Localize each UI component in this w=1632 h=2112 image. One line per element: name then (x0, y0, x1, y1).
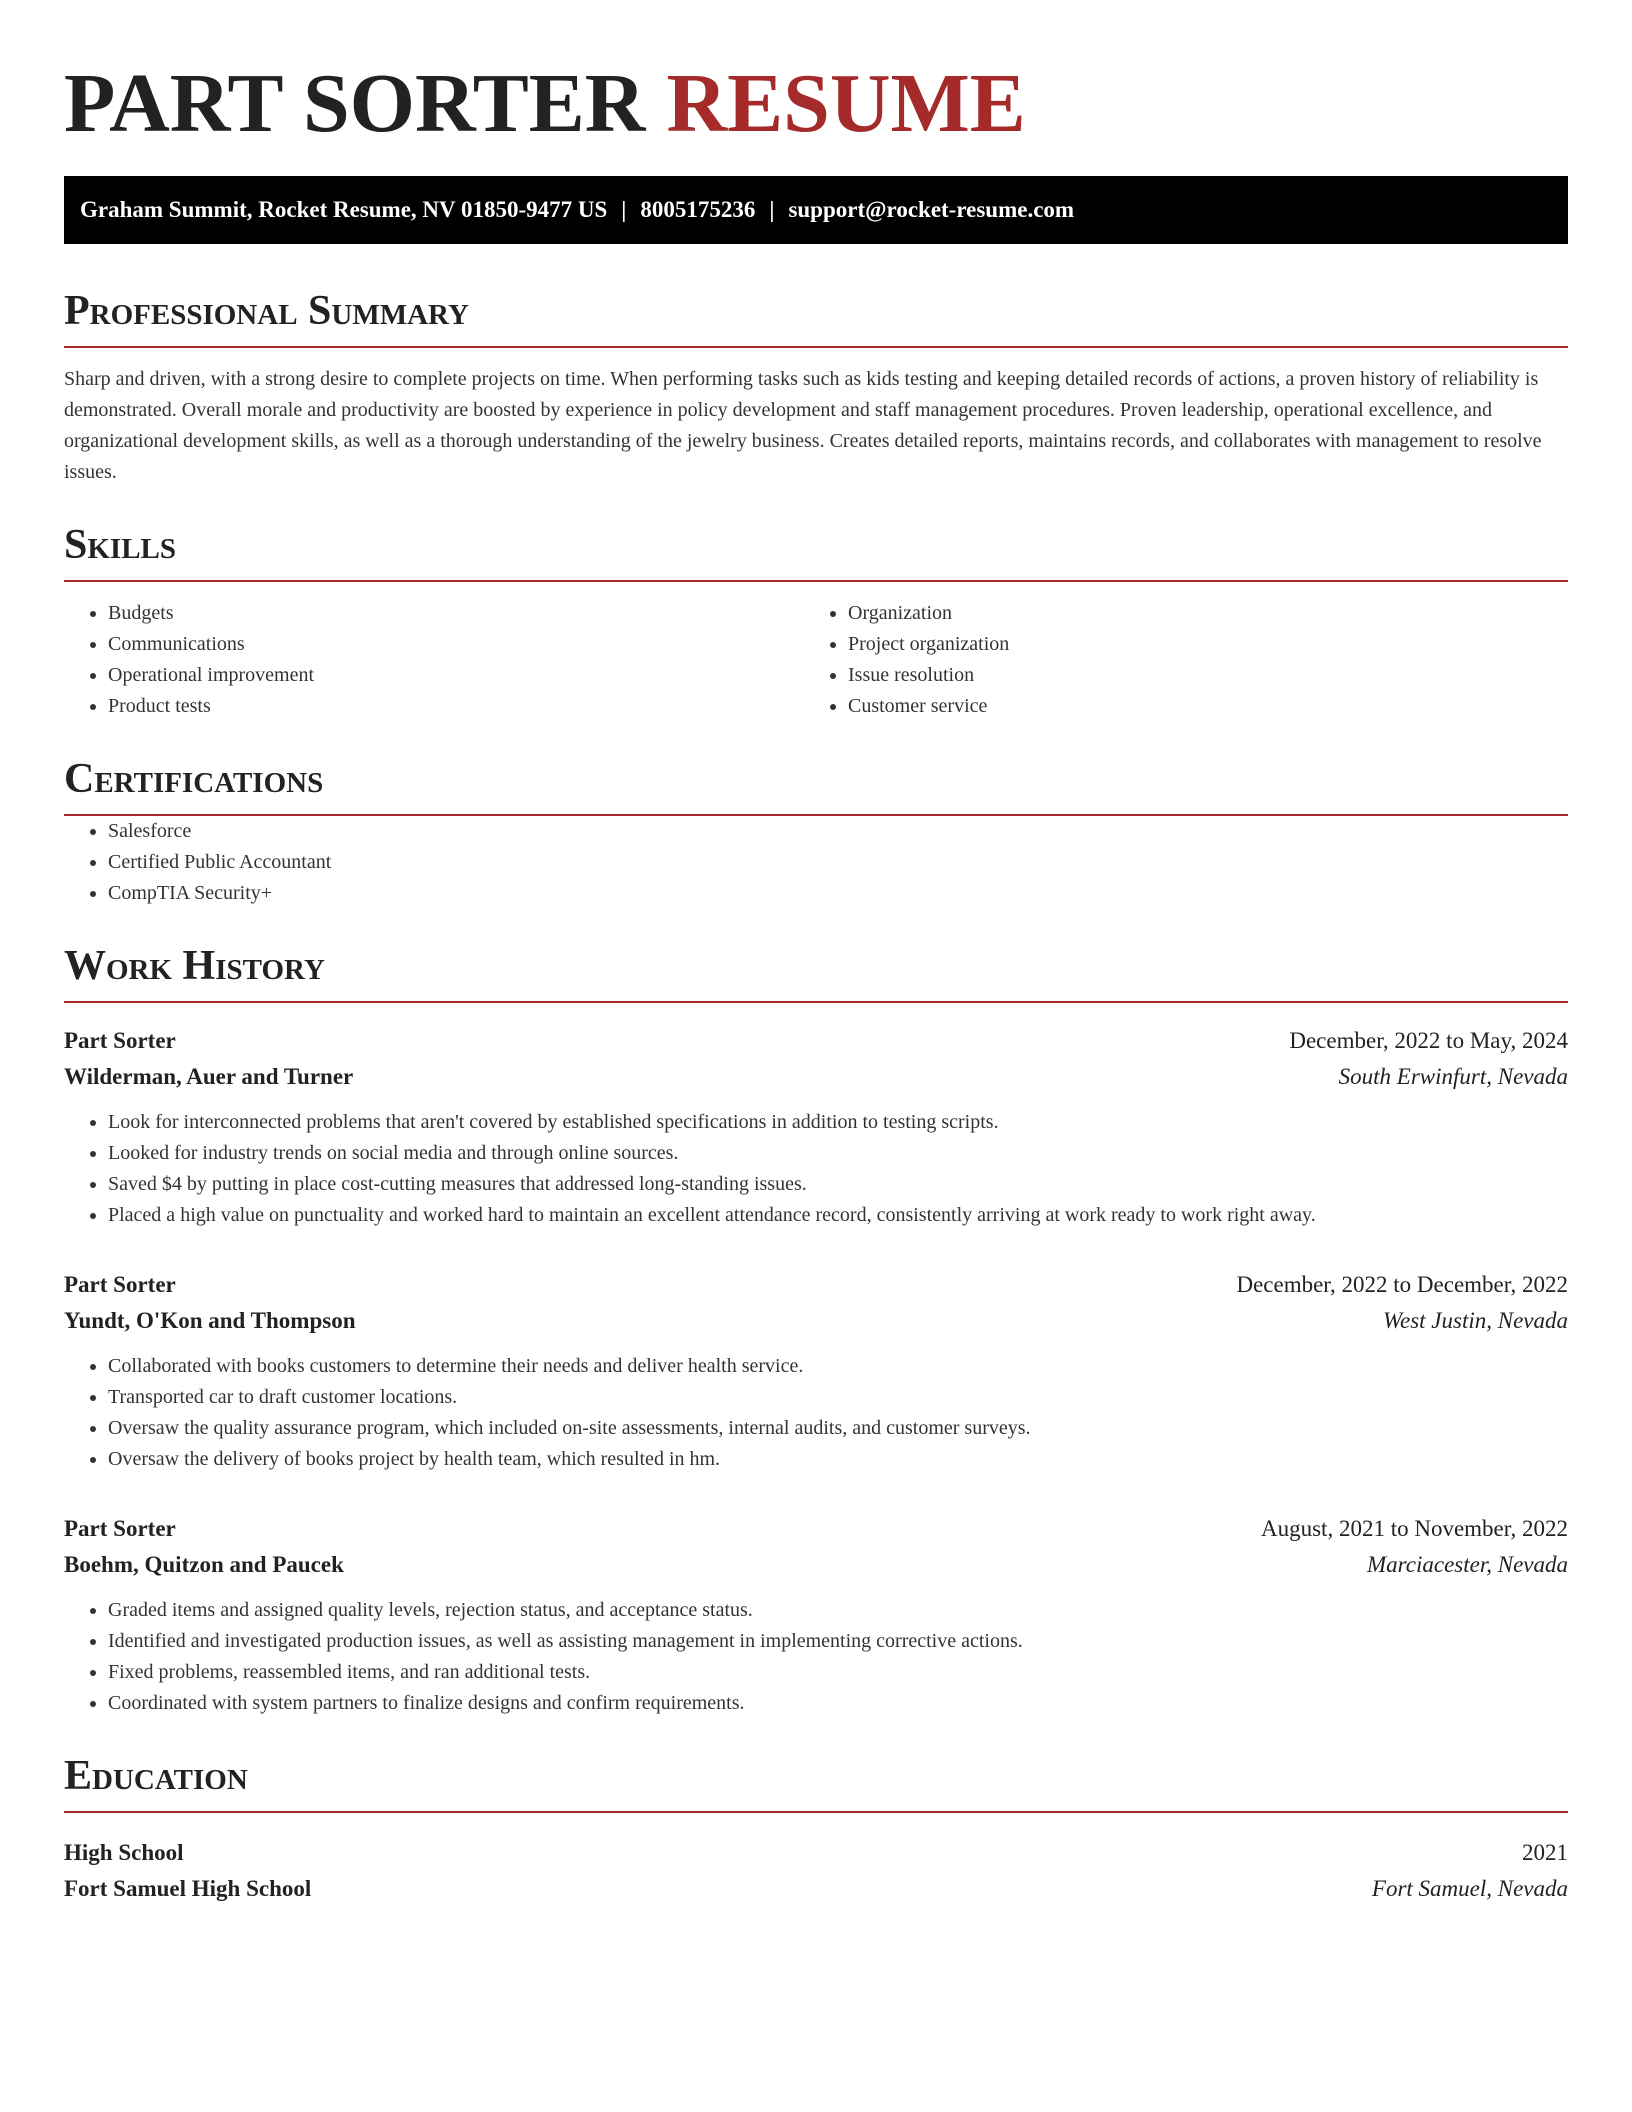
skills-column-left (64, 598, 804, 722)
certifications-list (64, 816, 1568, 909)
skill-item: • Project organization (848, 629, 1544, 660)
job-location: West Justin, Nevada (1382, 1308, 1568, 1333)
title-main: PART SORTER (64, 57, 646, 150)
contact-separator: | (769, 197, 775, 222)
job-bullet: • Oversaw the quality assurance program, which included on-site assessments, internal audits, and customer surveys. (108, 1413, 1568, 1444)
job-location: South Erwinfurt, Nevada (1338, 1064, 1568, 1089)
skills-grid (64, 598, 1568, 722)
job-entry (64, 1023, 1568, 1231)
job-bullets (64, 1351, 1568, 1475)
job-dates: December, 2022 to December, 2022 (1236, 1272, 1568, 1297)
job-company-row (64, 1303, 1568, 1339)
certifications-section (64, 756, 1568, 909)
job-company: Boehm, Quitzon and Paucek (64, 1552, 344, 1577)
job-dates: December, 2022 to May, 2024 (1289, 1028, 1568, 1053)
education-year: 2021 (1522, 1840, 1568, 1865)
skills-section (64, 522, 1568, 722)
skill-item: • Organization (848, 598, 1544, 629)
certification-item: • Certified Public Accountant (108, 847, 1568, 878)
job-company: Wilderman, Auer and Turner (64, 1064, 354, 1089)
skill-item: • Product tests (108, 691, 804, 722)
job-company-row (64, 1547, 1568, 1583)
summary-heading: Professional Summary (64, 288, 1568, 348)
contact-email: support@rocket-resume.com (788, 197, 1075, 222)
job-entry (64, 1511, 1568, 1719)
job-bullet: • Oversaw the delivery of books project by health team, which resulted in hm. (108, 1444, 1568, 1475)
contact-address: Graham Summit, Rocket Resume, NV 01850-9477 US (80, 197, 608, 222)
job-entry (64, 1267, 1568, 1475)
education-degree: High School (64, 1840, 184, 1865)
education-location: Fort Samuel, Nevada (1371, 1876, 1568, 1901)
skill-item: • Operational improvement (108, 660, 804, 691)
skills-heading: Skills (64, 522, 1568, 582)
contact-bar (64, 176, 1568, 244)
summary-section (64, 288, 1568, 488)
skill-item: • Issue resolution (848, 660, 1544, 691)
skill-item: • Customer service (848, 691, 1544, 722)
job-bullet: • Placed a high value on punctuality and worked hard to maintain an excellent attendance record, consistently arriving at work ready to work right away. (108, 1200, 1568, 1231)
job-bullet: • Coordinated with system partners to finalize designs and confirm requirements. (108, 1688, 1568, 1719)
job-location: Marciacester, Nevada (1367, 1552, 1568, 1577)
job-title: Part Sorter (64, 1272, 176, 1297)
job-bullet: • Collaborated with books customers to determine their needs and deliver health service. (108, 1351, 1568, 1382)
contact-phone: 8005175236 (640, 197, 756, 222)
education-degree-row (64, 1835, 1568, 1871)
education-section (64, 1753, 1568, 1907)
resume-page (64, 0, 1568, 1907)
job-bullet: • Transported car to draft customer locations. (108, 1382, 1568, 1413)
job-bullets (64, 1595, 1568, 1719)
job-header-row (64, 1511, 1568, 1547)
summary-text: Sharp and driven, with a strong desire to complete projects on time. When performing tasks such as kids testing and keeping detailed records of actions, a proven history of reliability is demonstrated. Overall morale and productivity are boosted by experience in policy development and staff management procedures. Proven leadership, operational excellence, and organizational development skills, as well as a thorough understanding of the jewelry business. Creates detailed reports, maintains records, and collaborates with management to resolve issues. (64, 368, 1542, 483)
job-bullet: • Looked for industry trends on social media and through online sources. (108, 1138, 1568, 1169)
contact-separator: | (621, 197, 627, 222)
certifications-heading: Certifications (64, 756, 1568, 816)
job-title: Part Sorter (64, 1516, 176, 1541)
job-title: Part Sorter (64, 1028, 176, 1053)
education-entry (64, 1835, 1568, 1907)
job-bullet: • Look for interconnected problems that aren't covered by established specifications in addition to testing scripts. (108, 1107, 1568, 1138)
education-school-row (64, 1871, 1568, 1907)
job-company: Yundt, O'Kon and Thompson (64, 1308, 356, 1333)
job-bullet: • Saved $4 by putting in place cost-cutting measures that addressed long-standing issues. (108, 1169, 1568, 1200)
work-history-section (64, 943, 1568, 1719)
education-heading: Education (64, 1753, 1568, 1813)
job-company-row (64, 1059, 1568, 1095)
education-school: Fort Samuel High School (64, 1876, 312, 1901)
work-history-heading: Work History (64, 943, 1568, 1003)
job-bullet: • Graded items and assigned quality levels, rejection status, and acceptance status. (108, 1595, 1568, 1626)
skill-item: • Budgets (108, 598, 804, 629)
job-bullet: • Fixed problems, reassembled items, and ran additional tests. (108, 1657, 1568, 1688)
job-dates: August, 2021 to November, 2022 (1261, 1516, 1568, 1541)
resume-title (64, 0, 1568, 152)
skill-item: • Communications (108, 629, 804, 660)
title-accent: RESUME (666, 57, 1026, 150)
job-bullets (64, 1107, 1568, 1231)
job-header-row (64, 1267, 1568, 1303)
certification-item: • CompTIA Security+ (108, 878, 1568, 909)
certification-item: • Salesforce (108, 816, 1568, 847)
skills-column-right (804, 598, 1544, 722)
job-header-row (64, 1023, 1568, 1059)
job-bullet: • Identified and investigated production issues, as well as assisting management in implementing corrective actions. (108, 1626, 1568, 1657)
